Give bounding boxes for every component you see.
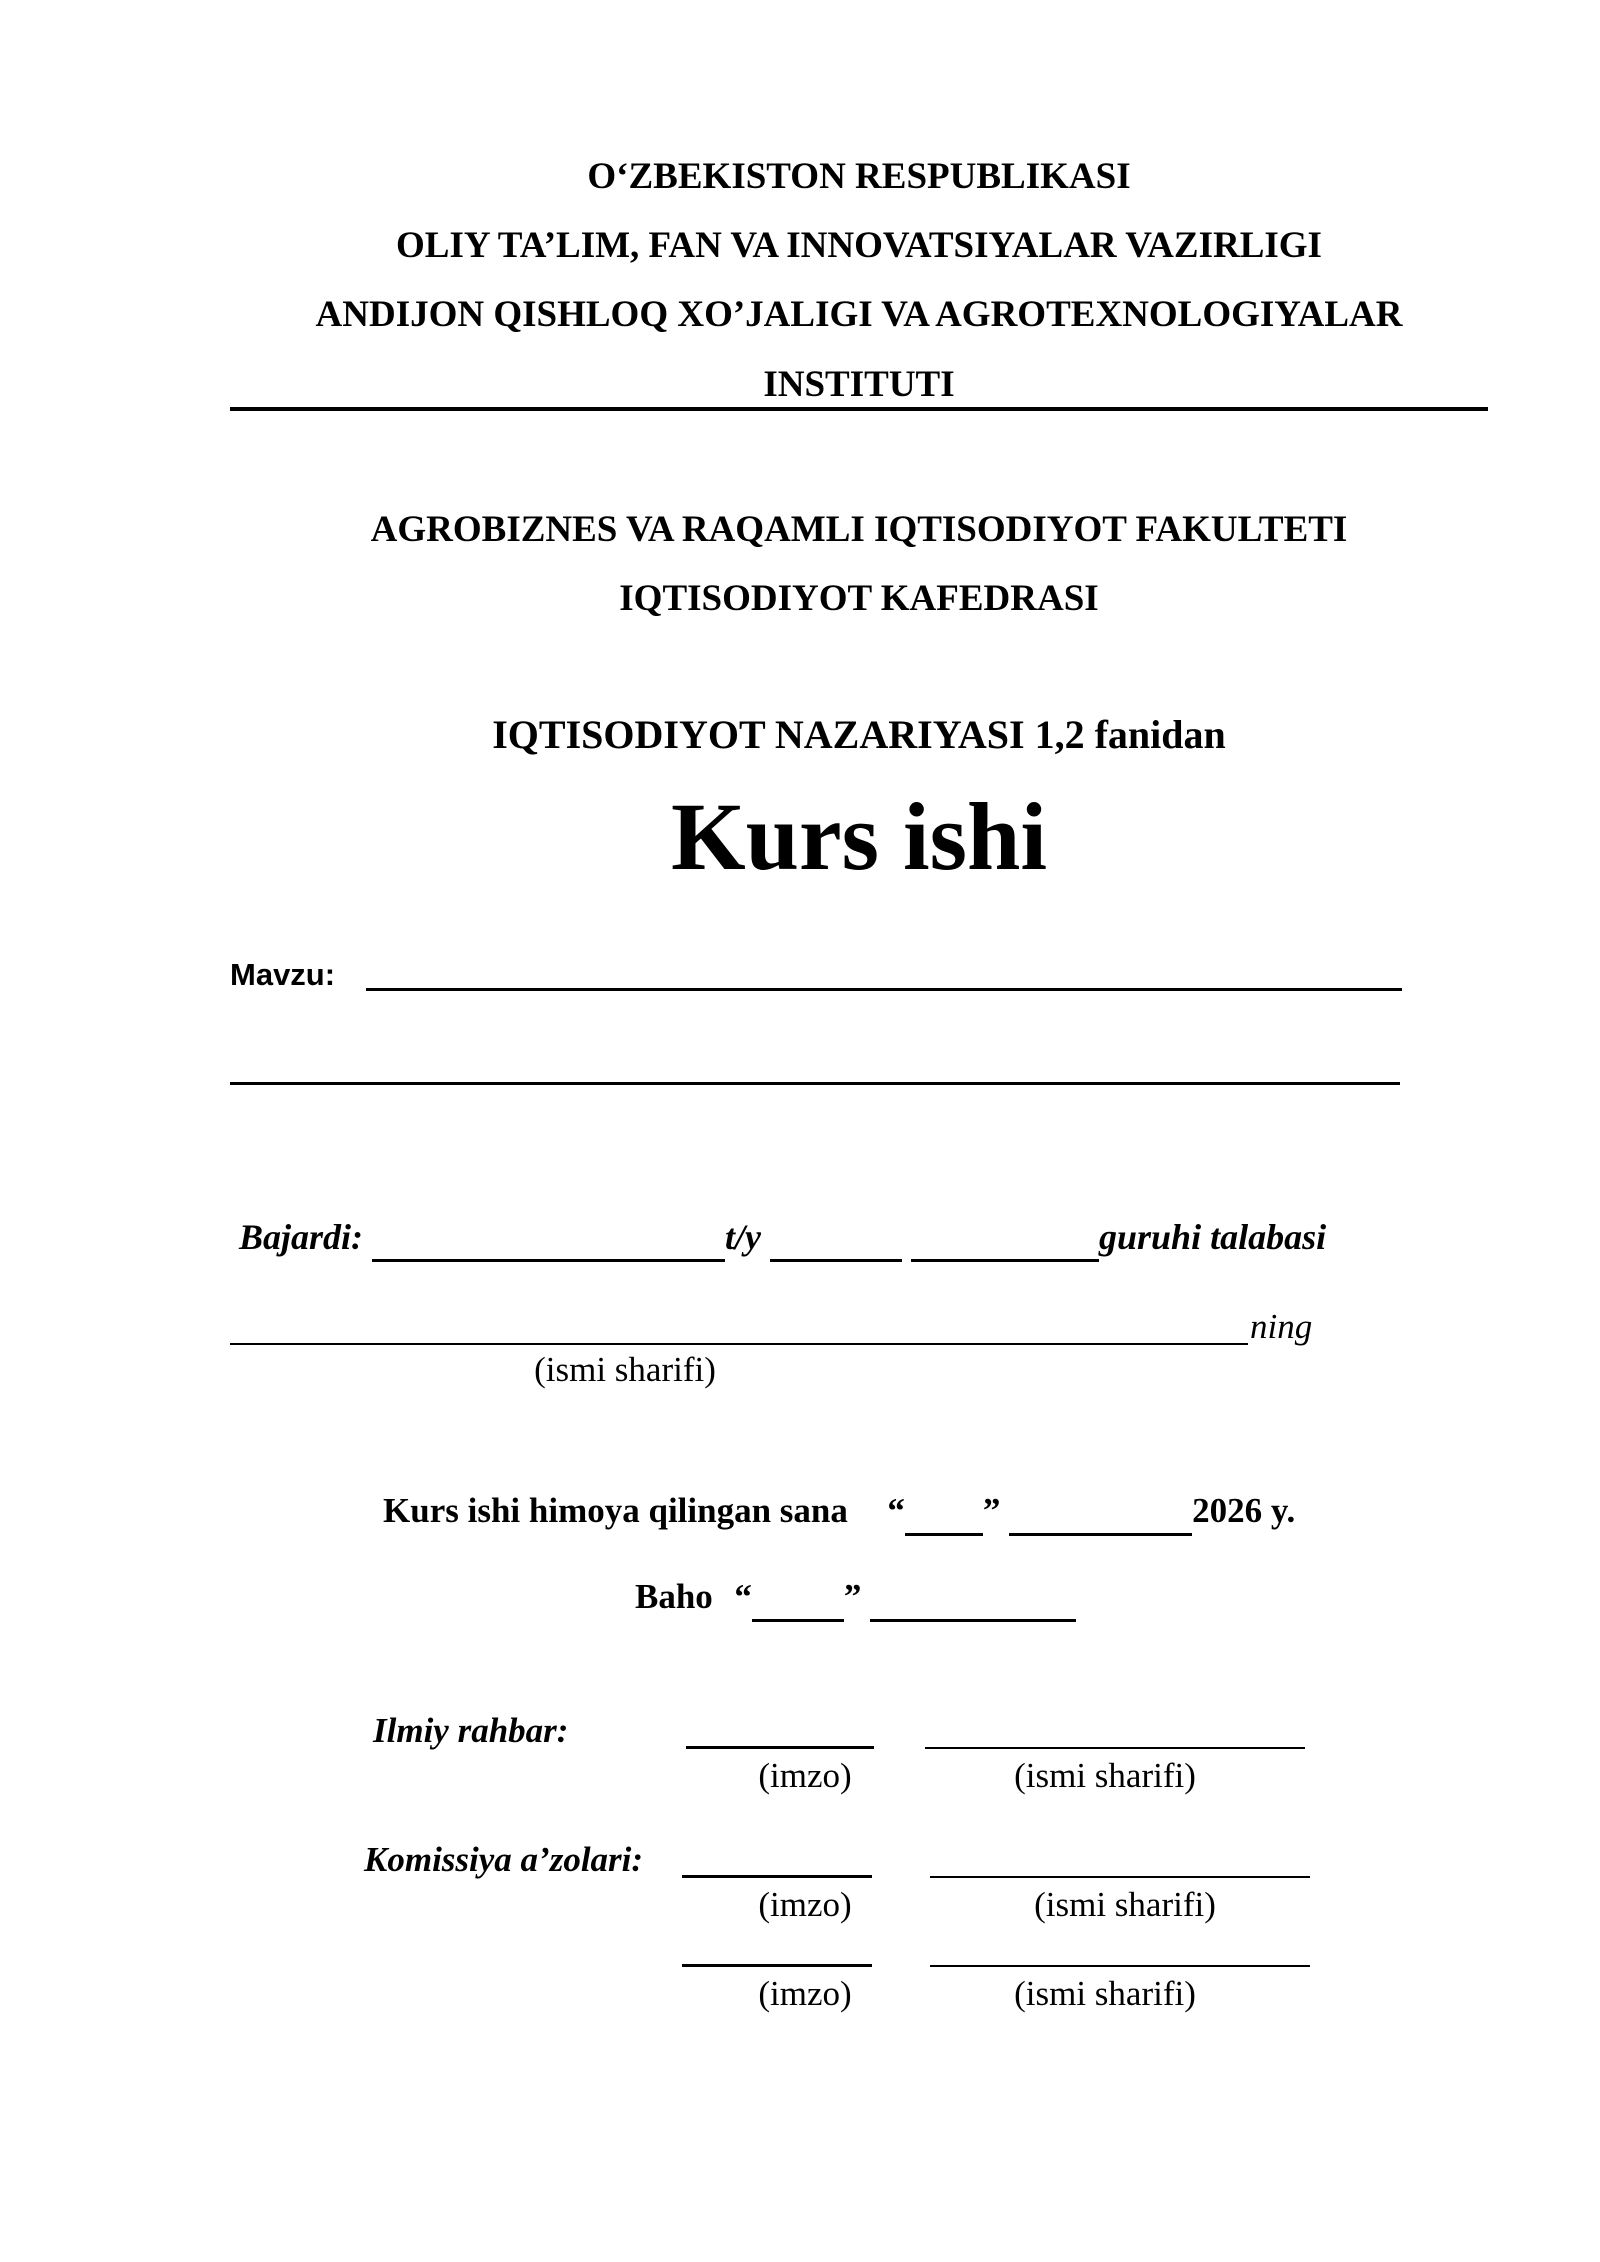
- commission-name-line-2: [930, 1965, 1310, 1967]
- student-ty: t/y: [725, 1217, 761, 1257]
- commission-label: Komissiya a’zolari:: [364, 1840, 644, 1879]
- header-line-ministry: OLIY TA’LIM, FAN VA INNOVATSIYALAR VAZIRLIGI: [396, 225, 1322, 266]
- commission-sign-caption-2: (imzo): [758, 1974, 852, 2013]
- student-blank-2: [770, 1215, 902, 1262]
- header-line-institute-cont: INSTITUTI: [763, 364, 955, 405]
- commission-sign-line-2: [682, 1964, 872, 1967]
- defense-row: [383, 1489, 1295, 1536]
- header-line-country: O‘ZBEKISTON RESPUBLIKASI: [587, 156, 1131, 197]
- defense-close-quote: ”: [982, 1491, 1001, 1530]
- group-blank: [911, 1215, 1099, 1262]
- student-ning: ning: [1250, 1307, 1313, 1346]
- student-blank-1: [372, 1215, 725, 1262]
- defense-open-quote: “: [887, 1491, 905, 1530]
- commission-name-caption-2: (ismi sharifi): [1014, 1974, 1196, 2013]
- commission-sign-line-1: [682, 1875, 872, 1878]
- defense-year: 2026 y.: [1192, 1491, 1296, 1530]
- topic-line-2: [230, 1082, 1400, 1085]
- commission-name-caption-1: (ismi sharifi): [1034, 1885, 1216, 1924]
- topic-label: Mavzu:: [230, 957, 336, 992]
- supervisor-sign-line: [686, 1746, 874, 1749]
- grade-words-blank: [870, 1575, 1076, 1622]
- subject-line: IQTISODIYOT NAZARIYASI 1,2 fanidan: [492, 712, 1226, 757]
- commission-sign-caption-1: (imzo): [758, 1885, 852, 1924]
- defense-label: Kurs ishi himoya qilingan sana: [383, 1491, 848, 1530]
- defense-month-blank: [1009, 1489, 1192, 1536]
- department-name: IQTISODIYOT KAFEDRASI: [619, 578, 1099, 619]
- group-suffix: guruhi talabasi: [1099, 1217, 1327, 1257]
- student-name-line: [230, 1343, 1248, 1345]
- document-title: Kurs ishi: [670, 783, 1048, 890]
- faculty-name: AGROBIZNES VA RAQAMLI IQTISODIYOT FAKULTETI: [370, 509, 1348, 550]
- grade-blank: [752, 1575, 844, 1622]
- grade-label: Baho: [635, 1577, 713, 1616]
- header-line-institute: ANDIJON QISHLOQ XO’JALIGI VA AGROTEXNOLOGIYALAR: [315, 294, 1403, 335]
- supervisor-name-line: [925, 1747, 1305, 1749]
- student-row: [239, 1215, 1326, 1262]
- supervisor-label: Ilmiy rahbar:: [373, 1711, 569, 1750]
- student-label: Bajardi:: [239, 1217, 364, 1257]
- grade-row: [635, 1575, 1076, 1622]
- grade-close-quote: ”: [843, 1577, 862, 1616]
- student-name-caption: (ismi sharifi): [534, 1350, 716, 1389]
- commission-name-line-1: [930, 1876, 1310, 1878]
- grade-open-quote: “: [734, 1577, 752, 1616]
- supervisor-sign-caption: (imzo): [758, 1756, 852, 1795]
- header-divider: [230, 407, 1488, 411]
- defense-day-blank: [905, 1489, 983, 1536]
- supervisor-name-caption: (ismi sharifi): [1014, 1756, 1196, 1795]
- topic-line-1: [366, 988, 1402, 991]
